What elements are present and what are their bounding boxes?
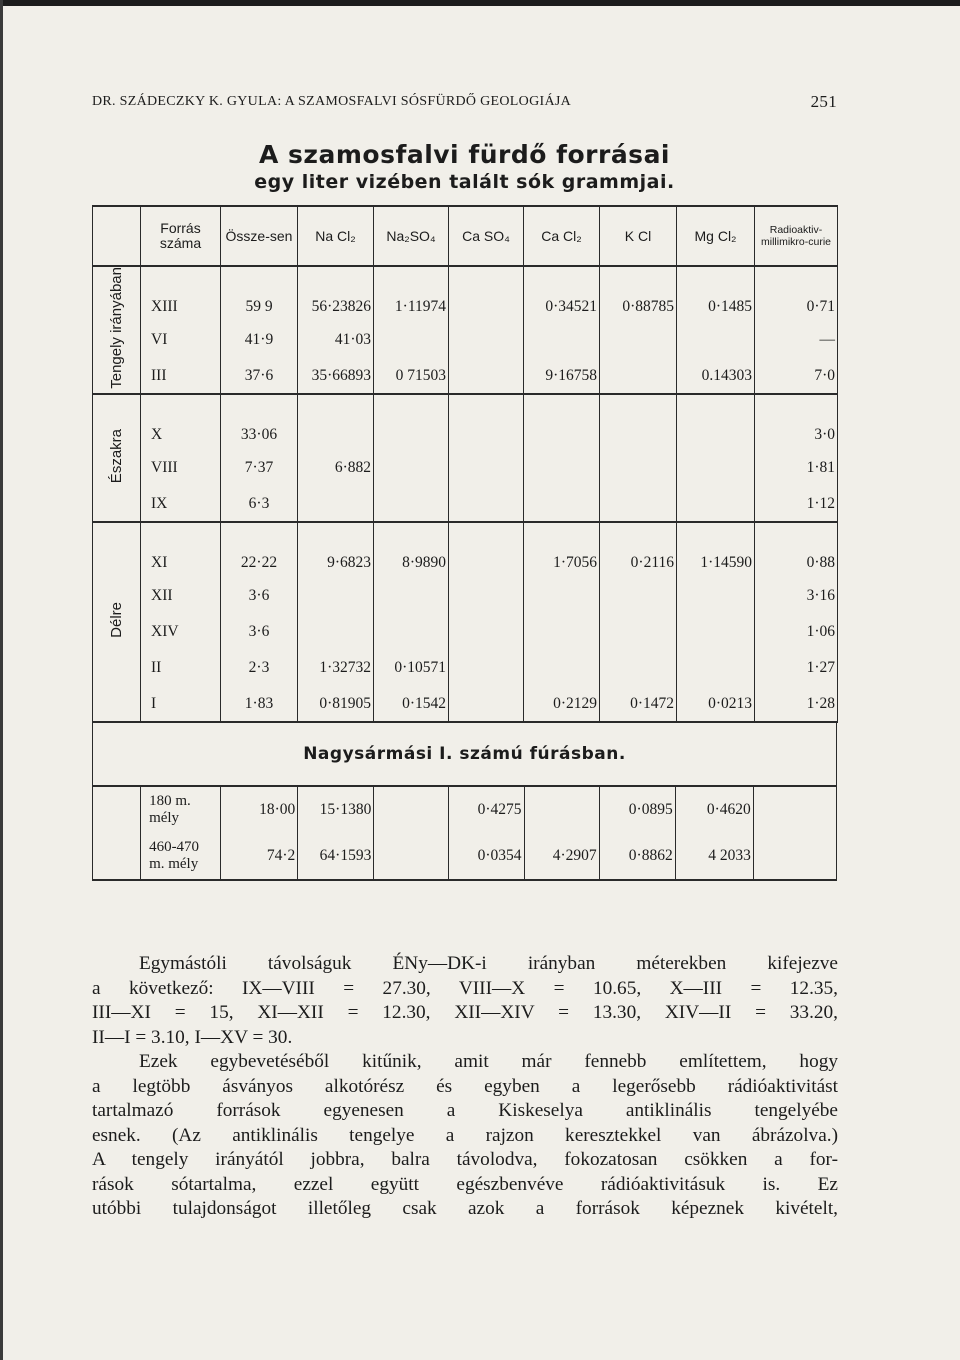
spring-number-cell: XIII [141,266,221,322]
value-cell: 0·8862 [599,833,675,880]
body-text-line: utóbbi tulajdonságot illetőleg csak azok a források képeznek kivételt, [92,1198,838,1219]
body-text-line: esnek. (Az antiklinális tengelye a rajzon keresztekkel van ábrázolva.) [92,1124,838,1146]
body-text-line: a legtöbb ásványos alkotórész és egyben a legerősebb rádióaktivitást [92,1075,838,1097]
value-cell: 0 71503 [374,358,449,394]
value-cell: 8·9890 [374,522,449,578]
value-cell: 9·6823 [298,522,374,578]
spring-number-cell: III [141,358,221,394]
value-cell: 33·06 [221,394,298,450]
page-number: 251 [810,92,837,111]
header-cell-group [93,206,141,266]
drill-section-title: Nagysármási I. számú fúrásban. [92,723,837,785]
depth-cell: 180 m. mély [141,786,221,833]
value-cell [600,486,677,522]
value-cell: 3·16 [755,578,838,614]
body-text-line: Ezek egybevetéséből kitűnik, amit már fennebb említettem, hogy [139,1051,838,1072]
value-cell [677,486,755,522]
value-cell [449,614,524,650]
spring-number-cell: IX [141,486,221,522]
value-cell: 1·7056 [524,522,600,578]
value-cell [449,578,524,614]
value-cell: 1·06 [755,614,838,650]
table-row [93,650,838,686]
value-cell: 3·0 [755,394,838,450]
column-header: Na Cl₂ [298,206,374,266]
spring-number-cell: XII [141,578,221,614]
value-cell: 37·6 [221,358,298,394]
body-text-line: rások sótartalma, ezzel együtt egészbenvéve rádióaktivitásuk is. Ez [92,1173,838,1195]
value-cell: 0·1472 [600,686,677,722]
value-cell: 1·81 [755,450,838,486]
value-cell [600,614,677,650]
value-cell: 41·03 [298,322,374,358]
table-title-line-1: A szamosfalvi fürdő forrásai [258,140,671,169]
body-text-line: tartalmazó források egyenesen a Kiskeselya antiklinális tengelyébe [92,1100,838,1121]
value-cell [677,578,755,614]
table-row [93,394,838,450]
spring-number-cell: VI [141,322,221,358]
value-cell: 1·28 [755,686,838,722]
value-cell [449,686,524,722]
body-text [92,952,838,1222]
value-cell: 74·2 [221,833,298,880]
value-cell: 3·6 [221,614,298,650]
value-cell [449,266,524,322]
column-header: K Cl [600,206,677,266]
body-text-line: Egymástóli távolságuk ÉNy—DK-i irányban méterekben kifejezve [139,953,838,974]
value-cell: 18·00 [221,786,298,833]
value-cell [524,578,600,614]
scan-border-top [0,0,960,6]
value-cell [600,394,677,450]
springs-salt-table [92,205,838,723]
value-cell [449,650,524,686]
value-cell: 0·2116 [600,522,677,578]
value-cell: 41·9 [221,322,298,358]
value-cell [449,358,524,394]
value-cell: 15·1380 [298,786,374,833]
value-cell: — [755,322,838,358]
group-label-text: Délre [107,602,125,638]
spring-number-cell: I [141,686,221,722]
body-text-line: II—I = 3.10, I—XV = 30. [92,1026,293,1048]
drill-row [93,833,837,880]
value-cell: 0·88 [755,522,838,578]
group-label [93,394,141,522]
table-row [93,486,838,522]
value-cell: 4·2907 [524,833,599,880]
value-cell [374,394,449,450]
value-cell: 1·12 [755,486,838,522]
value-cell: 0·1542 [374,686,449,722]
column-header: Ca SO₄ [449,206,524,266]
table-row [93,266,838,322]
value-cell: 0·1485 [677,266,755,322]
value-cell [600,650,677,686]
value-cell [524,614,600,650]
value-cell [524,786,599,833]
table-row [93,358,838,394]
value-cell: 7·37 [221,450,298,486]
value-cell [677,650,755,686]
spring-number-cell: VIII [141,450,221,486]
value-cell: 0·34521 [524,266,600,322]
spring-number-cell: XIV [141,614,221,650]
value-cell: 59 9 [221,266,298,322]
drill-table [92,785,837,881]
value-cell: 0·4275 [449,786,524,833]
value-cell: 0·10571 [374,650,449,686]
value-cell: 9·16758 [524,358,600,394]
value-cell: 0·81905 [298,686,374,722]
table-row [93,614,838,650]
value-cell: 0·0354 [449,833,524,880]
table-row [93,522,838,578]
value-cell [524,322,600,358]
value-cell: 0·0895 [599,786,675,833]
value-cell [374,486,449,522]
value-cell [449,450,524,486]
value-cell [449,322,524,358]
page-header [92,92,837,118]
column-header: Na₂SO₄ [374,206,449,266]
spring-number-cell: XI [141,522,221,578]
value-cell [374,578,449,614]
table-body [93,266,838,722]
value-cell [298,614,374,650]
value-cell [600,450,677,486]
value-cell: 56·23826 [298,266,374,322]
value-cell [449,394,524,450]
column-header: Forrás száma [141,206,221,266]
value-cell: 1·27 [755,650,838,686]
column-header: Ca Cl₂ [524,206,600,266]
value-cell: 64·1593 [298,833,374,880]
value-cell [298,394,374,450]
value-cell: 6·882 [298,450,374,486]
body-text-line: A tengely irányától jobbra, balra távolodva, fokozatosan csökken a for- [92,1149,838,1170]
table-row [93,450,838,486]
table-header-row [93,206,838,266]
value-cell [677,450,755,486]
value-cell [374,450,449,486]
group-label-text: Északra [107,428,125,484]
spring-number-cell: II [141,650,221,686]
value-cell [374,786,449,833]
body-text-line: III—XI = 15, XI—XII = 12.30, XII—XIV = 13.30, XIV—II = 33.20, [92,1002,838,1023]
value-cell: 1·83 [221,686,298,722]
value-cell: 1·11974 [374,266,449,322]
value-cell [600,578,677,614]
drill-blank-cell [93,786,141,833]
group-label [93,522,141,722]
value-cell [677,322,755,358]
value-cell [524,450,600,486]
value-cell: 6·3 [221,486,298,522]
body-text-line: a következő: IX—VIII = 27.30, VIII—X = 10.65, X—III = 12.35, [92,977,838,999]
value-cell [600,358,677,394]
value-cell [753,833,836,880]
value-cell: 1·14590 [677,522,755,578]
value-cell [374,322,449,358]
value-cell [524,650,600,686]
value-cell [298,578,374,614]
value-cell: 22·22 [221,522,298,578]
value-cell [524,394,600,450]
column-header: Mg Cl₂ [677,206,755,266]
value-cell: 0.14303 [677,358,755,394]
value-cell [753,786,836,833]
scan-border-left [0,0,3,1360]
drill-table-body [93,786,837,880]
table-title-line-2: egy liter vizében talált sók grammjai. [254,171,675,193]
value-cell: 1·32732 [298,650,374,686]
value-cell [374,833,449,880]
drill-blank-cell [93,833,141,880]
column-header: Össze-sen [221,206,298,266]
table-row [93,578,838,614]
drill-row [93,786,837,833]
table-row [93,322,838,358]
value-cell [677,614,755,650]
table-row [93,686,838,722]
value-cell: 0·0213 [677,686,755,722]
value-cell: 2·3 [221,650,298,686]
value-cell: 0·4620 [675,786,753,833]
springs-table-wrapper [92,205,837,881]
value-cell: 7·0 [755,358,838,394]
value-cell [677,394,755,450]
value-cell [524,486,600,522]
depth-cell: 460-470 m. mély [141,833,221,880]
value-cell: 35·66893 [298,358,374,394]
value-cell: 0·88785 [600,266,677,322]
value-cell: 3·6 [221,578,298,614]
value-cell [298,486,374,522]
value-cell [449,522,524,578]
value-cell: 0·2129 [524,686,600,722]
value-cell: 0·71 [755,266,838,322]
value-cell [449,486,524,522]
table-title [92,140,837,193]
group-label-text: Tengely irányában [107,267,125,389]
value-cell [600,322,677,358]
spring-number-cell: X [141,394,221,450]
running-head: DR. SZÁDECZKY K. GYULA: A SZAMOSFALVI SÓSFÜRDŐ GEOLOGIÁJA [92,94,572,109]
column-header: Radioaktiv-millimikro-curie [755,206,838,266]
group-label [93,266,141,394]
value-cell [374,614,449,650]
value-cell: 4 2033 [675,833,753,880]
